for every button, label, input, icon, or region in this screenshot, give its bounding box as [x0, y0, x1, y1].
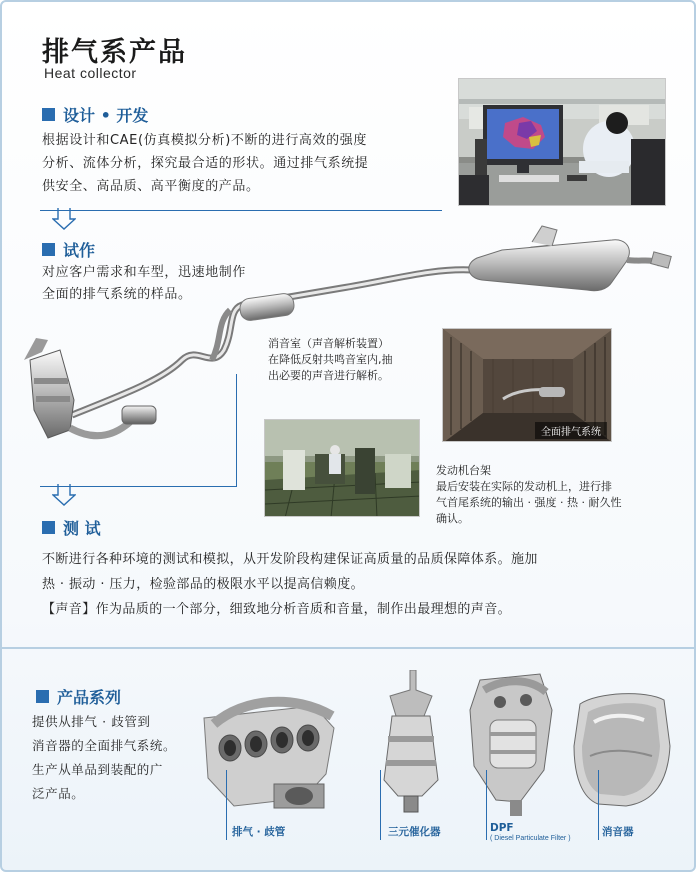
engine-bench-caption [436, 463, 676, 527]
muffler-image [568, 686, 674, 812]
caption-line: 最后安装在实际的发动机上，进行排 [436, 480, 612, 493]
product-label-catalyst: 三元催化器 [388, 826, 441, 838]
product-sublabel-dpf: ( Diesel Particulate Filter ) [490, 835, 571, 842]
text-line: 根据设计和CAE(仿真模拟分析)不断的进行高效的强度 [42, 133, 367, 148]
product-label-dpf: DPF [490, 822, 514, 834]
test-text [42, 547, 682, 622]
test-heading-text: 测 试 [63, 519, 101, 538]
page-title: 排气系产品 [42, 37, 187, 68]
exhaust-manifold-image [194, 688, 354, 818]
text-line: 不断进行各种环境的测试和模拟，从开发阶段构建保证高质量的品质保障体系。施加 [42, 552, 538, 567]
product-divider [226, 770, 227, 840]
connector-line [236, 374, 237, 487]
design-heading-text: 设计 • 开发 [63, 106, 149, 125]
prototype-heading-text: 试作 [63, 241, 96, 260]
caption-line: 发动机台架 [436, 464, 491, 477]
cae-office-photo [458, 78, 666, 206]
text-line: 生产从单品到装配的广 [32, 762, 164, 777]
heading-square-icon [42, 108, 55, 121]
down-arrow-icon [52, 484, 76, 506]
product-divider [380, 770, 381, 840]
page-subtitle: Heat collector [44, 65, 137, 81]
dpf-image [460, 670, 560, 820]
caption-line: 气首尾系统的输出 · 强度 · 热 · 耐久性 [436, 496, 622, 509]
caption-line: 在降低反射共鸣音室内,抽 [268, 353, 393, 366]
text-line: 消音器的全面排气系统。 [32, 738, 177, 753]
product-divider [486, 770, 487, 840]
product-divider [598, 770, 599, 840]
design-heading [42, 103, 148, 126]
products-heading [36, 685, 121, 708]
heading-square-icon [36, 690, 49, 703]
engine-bench-photo [264, 419, 420, 517]
text-line: 热 · 振动 · 压力，检验部品的极限水平以提高信赖度。 [42, 577, 364, 592]
product-label-manifold: 排气 · 歧管 [232, 826, 286, 838]
text-line: 提供从排气 · 歧管到 [32, 714, 151, 729]
heading-square-icon [42, 521, 55, 534]
section-separator [2, 647, 696, 649]
text-line: 【声音】作为品质的一个部分，细致地分析音质和音量，制作出最理想的声音。 [42, 602, 512, 617]
text-line: 泛产品。 [32, 786, 85, 801]
text-line: 供安全、高品质、高平衡度的产品。 [42, 179, 260, 194]
test-heading [42, 516, 101, 539]
product-label-muffler: 消音器 [602, 826, 634, 838]
muffler-room-caption [268, 336, 438, 384]
catalytic-converter-image [372, 670, 452, 820]
caption-line: 消音室（声音解析装置） [268, 337, 389, 350]
anechoic-photo-caption: 全面排气系统 [535, 422, 607, 439]
text-line: 对应客户需求和车型，迅速地制作 [42, 265, 247, 280]
text-line: 全面的排气系统的样品。 [42, 287, 192, 302]
design-text [42, 129, 462, 198]
products-text [32, 710, 202, 806]
caption-line: 出必要的声音进行解析。 [268, 369, 389, 382]
text-line: 分析、流体分析，探究最合适的形状。通过排气系统提 [42, 156, 369, 171]
products-heading-text: 产品系列 [57, 688, 122, 707]
anechoic-room-photo [442, 328, 612, 442]
caption-line: 确认。 [436, 512, 469, 525]
